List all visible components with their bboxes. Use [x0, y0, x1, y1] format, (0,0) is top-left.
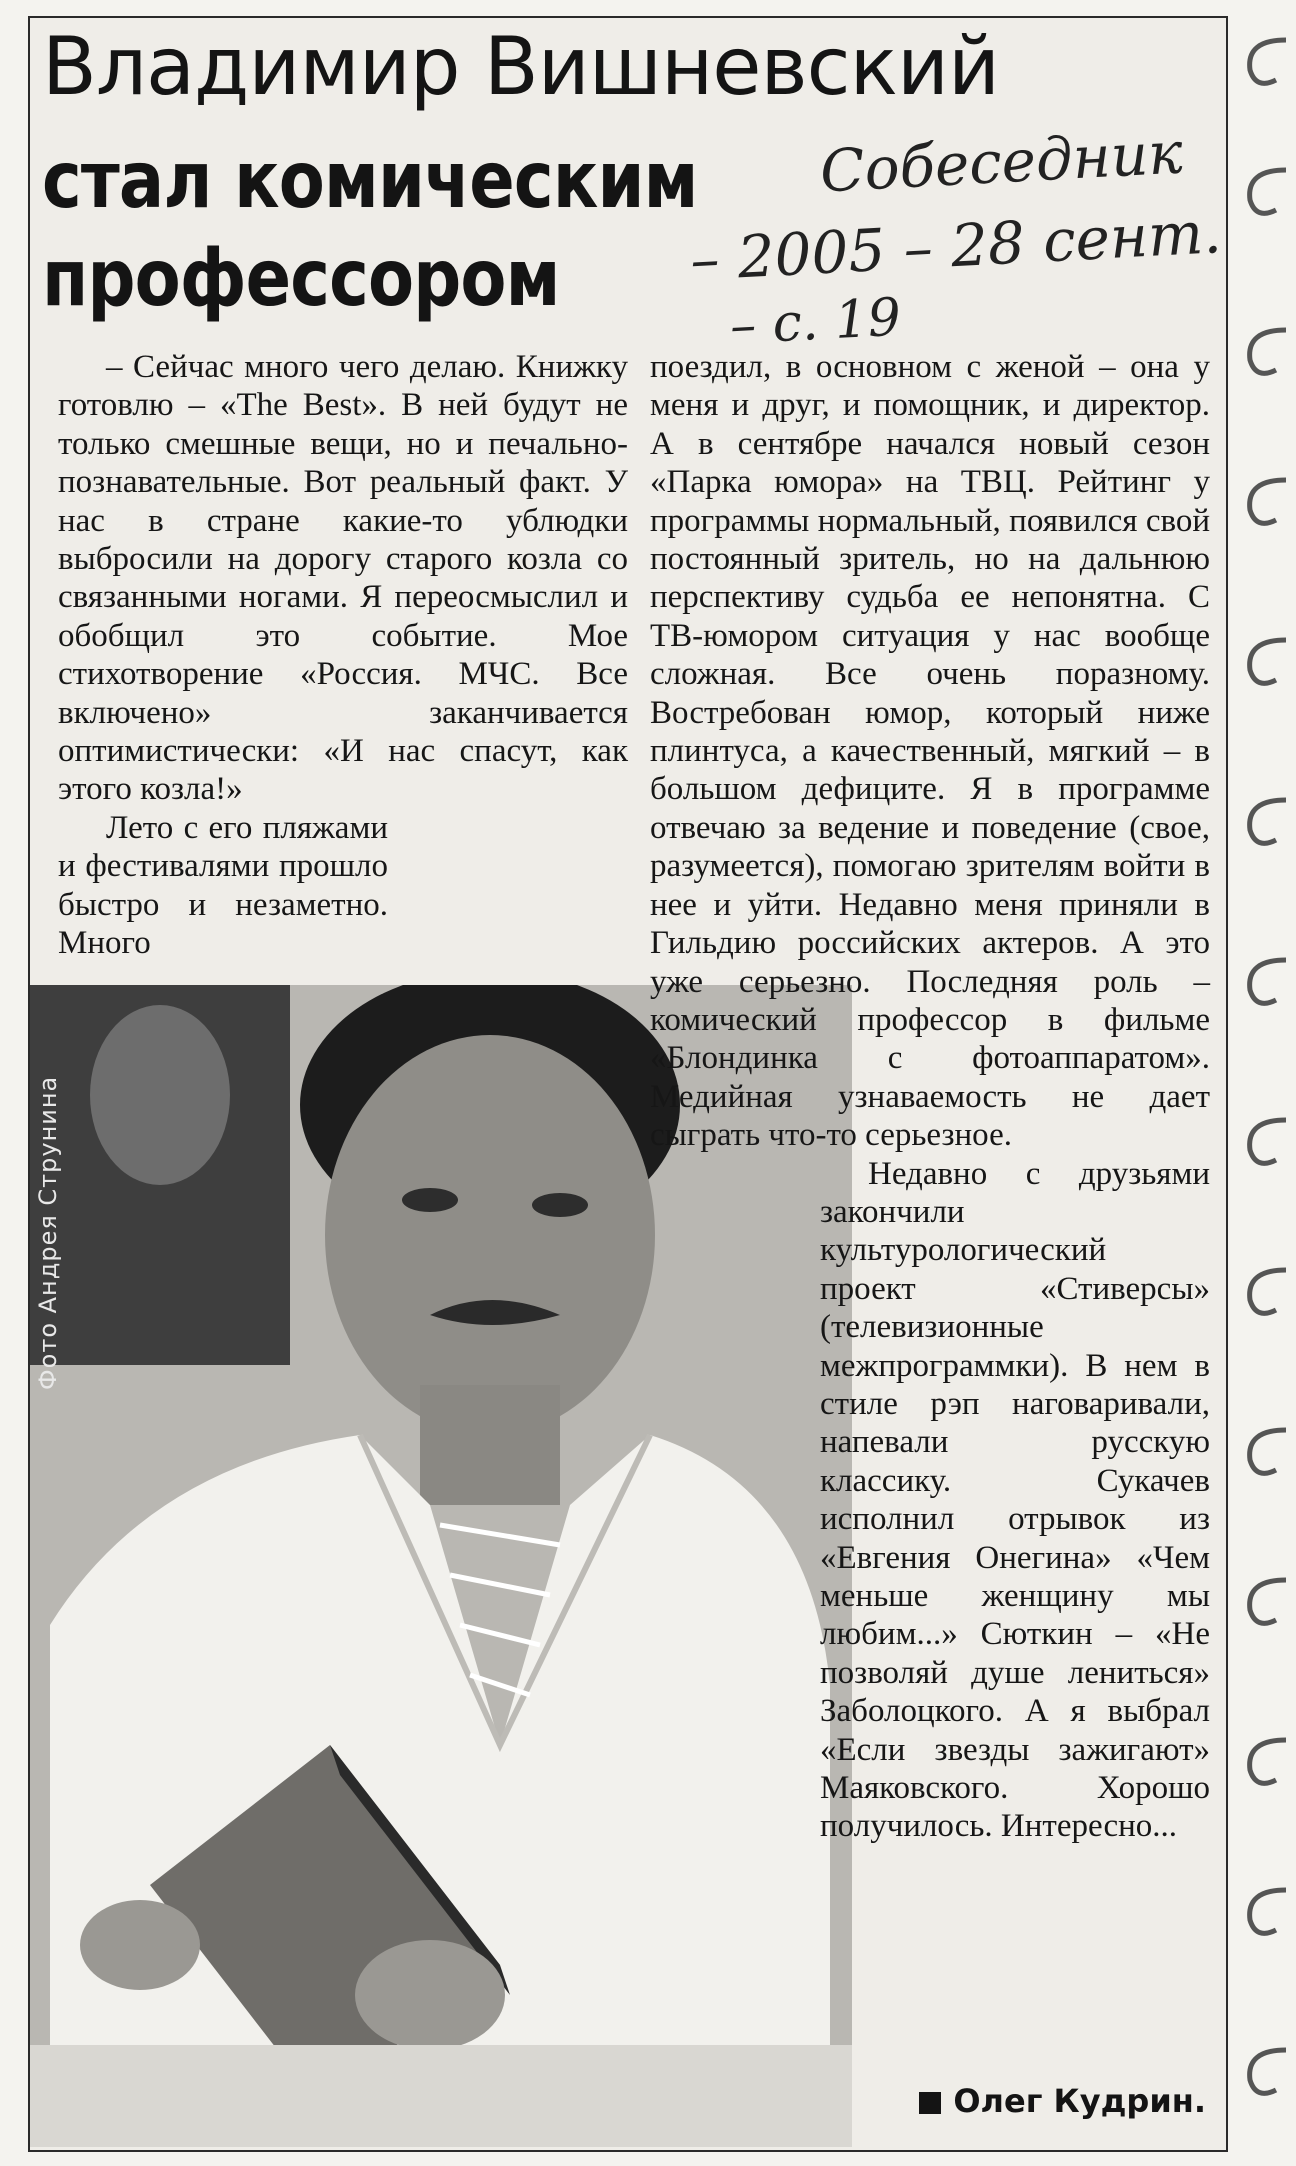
paragraph: Недавно с друзьями закончили культурологический проект «Стиверсы» (телевизионные межпрограммки). В нем в стиле рэп наговаривали, напевали русскую классику. Сукачев исполнил отрывок из «Евгения Онегина» «Чем меньше женщину мы любим...» Сюткин – «Не позволяй душе лениться» Заболоцкого. А я выбрал «Если звезды зажигают» Маяковского. Хорошо получилось. Интересно... [820, 1155, 1210, 1845]
paragraph: – Сейчас много чего делаю. Книжку готовлю – «The Best». В ней будут не только смешные вещи, но и печально-познавательные. Вот реальный факт. У нас в стране какие-то ублюдки выбросили на дорогу старого козла со связанными ногами. Я переосмыслил и обобщил это событие. Мое стихотворение «Россия. МЧС. Все включено» заканчивается оптимистически: «И нас спасут, как этого козла!» [58, 349, 628, 808]
author-name: Олег Кудрин. [953, 2082, 1206, 2120]
handwritten-page: – с. 19 [728, 287, 903, 357]
headline-line-3: профессором [42, 234, 560, 324]
article-column-right [650, 348, 1210, 1846]
author-byline [919, 2082, 1206, 2120]
byline-square-icon [919, 2092, 941, 2114]
paragraph: Лето с его пляжами и фестивалями прошло быстро и незаметно. Много [58, 809, 388, 962]
handwritten-source: Собеседник [818, 118, 1185, 206]
paragraph: поездил, в основном с женой – она у меня и друг, и помощник, и директор. А в сентябре начался новый сезон «Парка юмора» на ТВЦ. Рейтинг у программы нормальный, появился свой постоянный зритель, но на дальнюю перспективу судьба ее непонятна. С ТВ-юмором ситуация у нас вообще сложная. Все очень поразному. Востребован юмор, который ниже плинтуса, а качественный, мягкий – в большом дефиците. Я в программе отвечаю за ведение и поведение (свое, разумеется), помогаю зрителям войти в нее и уйти. Недавно меня приняли в Гильдию российских актеров. А это уже серьезно. Последняя роль – комический профессор в фильме «Блондинка с фотоаппаратом». Медийная узнаваемость не дает сыграть что-то серьезное. [650, 349, 1210, 1154]
headline-line-1: Владимир Вишневский [42, 20, 999, 113]
handwritten-date: – 2005 – 28 сент. [688, 198, 1224, 294]
article-column-left [58, 348, 628, 963]
headline-line-2: стал комическим [42, 136, 698, 226]
photo-credit: Фото Андрея Струнина [34, 1075, 62, 1390]
binder-rings [1216, 0, 1296, 2166]
